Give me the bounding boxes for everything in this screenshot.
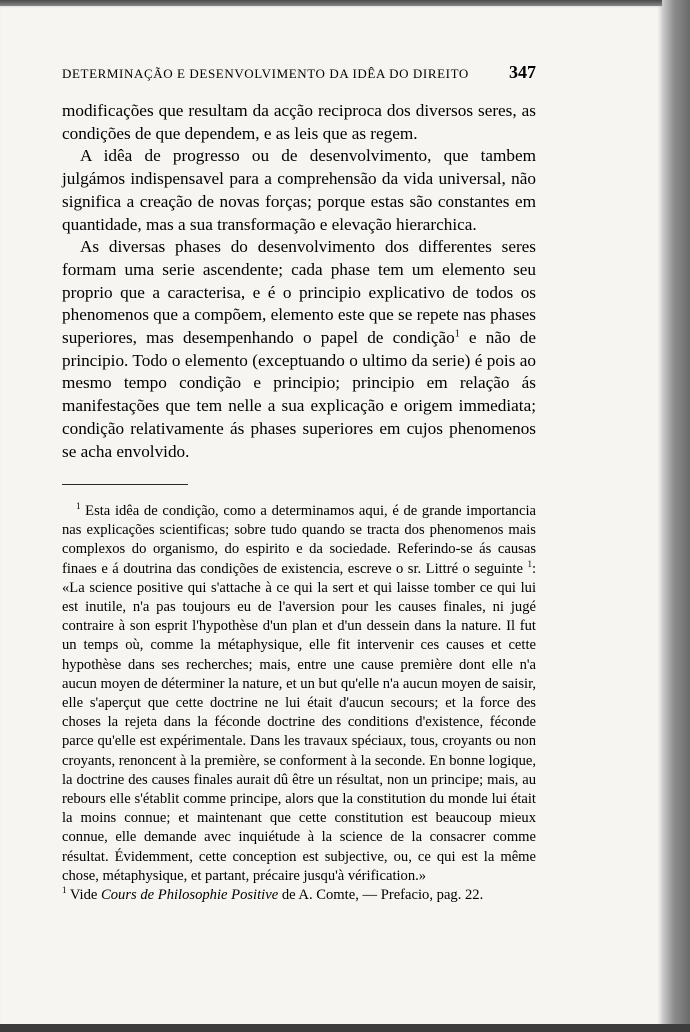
paragraph-2: A idêa de progresso ou de desenvolvimento, que tambem julgámos indispensavel para a comprehensão da vida universal, não significa a creação de novas forças; porque estas são constantes em quantidade, mas a sua transformação e elevação hierarchica. xyxy=(62,146,536,234)
page-bottom-edge xyxy=(0,1024,690,1032)
footnote-1-mark: 1 xyxy=(76,501,81,512)
paragraph-3-text-b: e não de principio. Todo o elemento (exceptuando o ultimo da serie) é pois ao mesmo tempo condição e principio; principio em relação ás manifestações que tem nelle a sua explicação e origem immediata; condição relativamente ás phases superiores em cujos phenomenos se acha envolvido. xyxy=(62,328,536,461)
footnote-2 xyxy=(62,886,536,905)
main-text xyxy=(62,100,536,463)
paragraph-1: modificações que resultam da acção reciproca dos diversos seres, as condições de que dependem, e as leis que as regem. xyxy=(62,101,536,143)
page-right-edge xyxy=(662,0,690,1032)
footnote-2-title: Cours de Philosophie Positive xyxy=(101,887,279,904)
footnote-reference: 1 xyxy=(454,328,460,340)
paragraph-3-text-a: As diversas phases do desenvolvimento dos differentes seres formam uma serie ascendente; cada phase tem um elemento seu proprio que a caracterisa, e é o principio explicativo de todos os phenomenos que a compõem, elemento este que se repete nas phases superiores, mas desempenhando o papel de condição xyxy=(62,237,536,348)
footnote-2-post: de A. Comte, — Prefacio, pag. 22. xyxy=(278,887,484,904)
footnote-2-pre: Vide xyxy=(66,887,102,904)
footnotes xyxy=(62,502,536,905)
footnote-1-text-b: : «La science positive qui s'attache à ce qui la sert et qui laisse tomber ce qui lui est inutile, n'a pas toujours eu de l'aversion pour les causes finales, ni jugé contraire à son esprit l'hypothèse d'un plan et d'un dessein dans la nature. Il fut un temps où, comme la métaphysique, elle fit intervenir ces causes et cette hypothèse dans ses recherches; mais, entre une cause première dont elle n'a aucun moyen de déterminer la nature, et un but qu'elle n'a aucun moyen de saisir, elle s'aperçut que cette doctrine ne lui était d'aucun secours; et la force des choses la rejeta dans la féconde doctrine des conditions d'existence, féconde parce qu'elle est expérimentale. Dans les travaux spéciaux, tous, croyants ou non croyants, renoncent à la première, se conforment à la seconde. En bonne logique, la doctrine des causes finales aurait dû être un résultat, non un principe; mais, au rebours elle s'établit comme principe, alors que la constitution du monde lui était la moins connue; et maintenant que cette constitution est beaucoup mieux connue, elle demande avec inquiétude à la science de la consacrer comme résultat. Évidemment, cette conception est subjective, ou, ce qui est la même chose, métaphysique, et partant, précaire jusqu'à vérification.» xyxy=(62,560,536,884)
footnote-2-mark: 1 xyxy=(62,885,67,896)
page-number: 347 xyxy=(509,62,536,82)
running-title: DETERMINAÇÃO E DESENVOLVIMENTO DA IDÊA DO DIREITO xyxy=(62,66,469,81)
footnote-1-inner-mark: 1 xyxy=(527,558,532,569)
footnote-1 xyxy=(62,502,536,886)
footnote-separator xyxy=(62,484,188,485)
paragraph-3 xyxy=(62,236,536,463)
footnote-1-text-a: Esta idêa de condição, como a determinamos aqui, é de grande importancia nas explicações scientificas; sobre tudo quando se tracta dos phenomenos mais complexos do organismo, do espirito e da sociedade. Referindo-se ás causas finaes e á doutrina das condições de existencia, escreve o sr. Littré o seguinte xyxy=(62,503,536,577)
